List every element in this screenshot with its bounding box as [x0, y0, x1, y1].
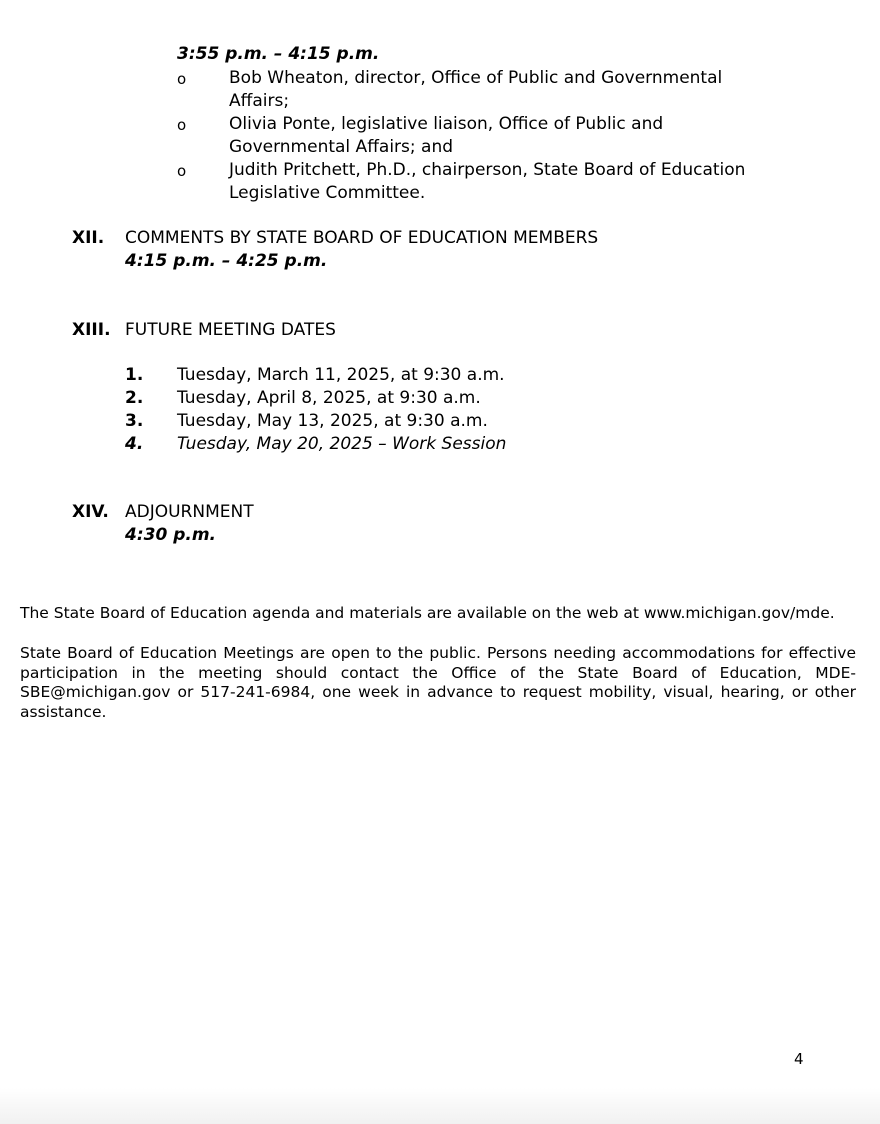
bullet-icon: o [177, 116, 187, 134]
section-time: 4:30 p.m. [125, 525, 217, 545]
page-number: 4 [794, 1050, 804, 1068]
section-title: ADJOURNMENT [125, 502, 254, 522]
availability-note: The State Board of Education agenda and materials are available on the web at www.michigan.gov/mde. [20, 604, 835, 622]
presenter-item [229, 113, 663, 159]
section-number: XIII. [72, 320, 111, 340]
meeting-date: Tuesday, March 11, 2025, at 9:30 a.m. [177, 365, 505, 385]
meeting-date-number: 4. [125, 434, 144, 454]
section-number: XII. [72, 228, 105, 248]
page-edge-shade [0, 1088, 880, 1124]
bullet-icon: o [177, 70, 187, 88]
section-number: XIV. [72, 502, 109, 522]
section-title: COMMENTS BY STATE BOARD OF EDUCATION MEMBERS [125, 228, 599, 248]
meeting-date: Tuesday, April 8, 2025, at 9:30 a.m. [177, 388, 481, 408]
section-time: 4:15 p.m. – 4:25 p.m. [125, 251, 328, 271]
presenter-item [229, 67, 722, 113]
presenter-item [229, 159, 745, 205]
presenter-line: Bob Wheaton, director, Office of Public and Governmental [229, 68, 723, 88]
meeting-date-number: 3. [125, 411, 144, 431]
section-title: FUTURE MEETING DATES [125, 320, 336, 340]
presenter-line: Affairs; [229, 91, 290, 111]
meeting-date: Tuesday, May 13, 2025, at 9:30 a.m. [177, 411, 488, 431]
presenter-line: Legislative Committee. [229, 183, 426, 203]
presentation-time: 3:55 p.m. – 4:15 p.m. [177, 44, 380, 64]
meeting-date-number: 1. [125, 365, 144, 385]
presenter-line: Governmental Affairs; and [229, 137, 454, 157]
presenter-line: Judith Pritchett, Ph.D., chairperson, State Board of Education [229, 160, 746, 180]
meeting-date: Tuesday, May 20, 2025 – Work Session [177, 434, 507, 454]
presenter-line: Olivia Ponte, legislative liaison, Office of Public and [229, 114, 664, 134]
accommodations-note: State Board of Education Meetings are open to the public. Persons needing accommodations for effective participation in the meeting should contact the Office of the State Board of Education, MDE-SBE@michigan.gov or 517-241-6984, one week in advance to request mobility, visual, hearing, or other assistance. [20, 644, 856, 721]
meeting-date-number: 2. [125, 388, 144, 408]
bullet-icon: o [177, 162, 187, 180]
